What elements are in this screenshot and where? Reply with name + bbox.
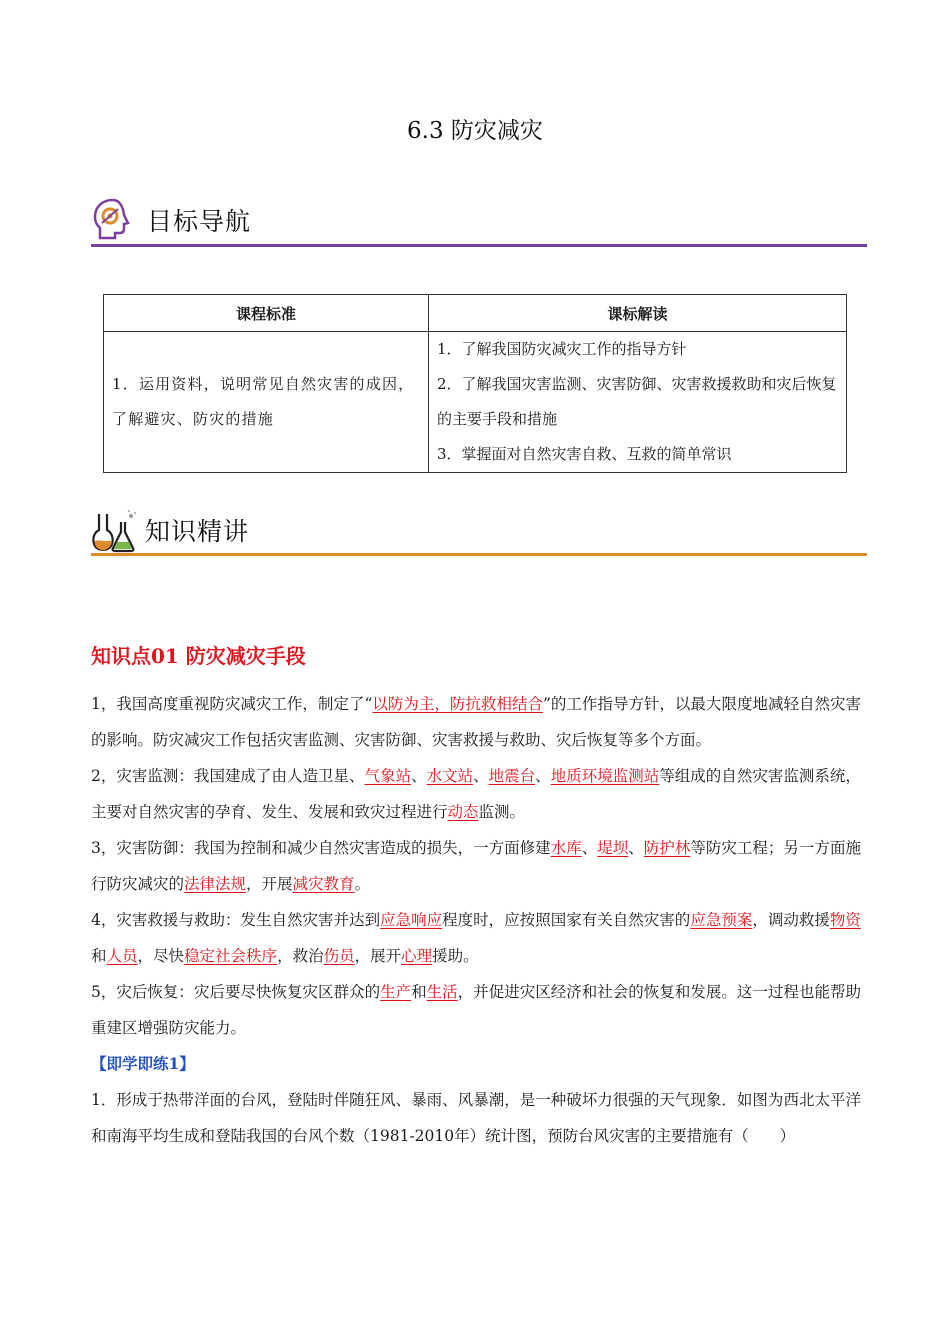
knowledge-point-title: 知识点01 防灾减灾手段 bbox=[91, 644, 306, 668]
keyword: 地震台 bbox=[488, 767, 536, 785]
text-span: ，调动救援 bbox=[752, 911, 830, 929]
text-span: 1，我国高度重视防灾减灾工作，制定了“ bbox=[91, 695, 373, 713]
text-span: 、 bbox=[473, 767, 489, 785]
keyword: 动态 bbox=[447, 803, 479, 821]
keyword: 应急预案 bbox=[690, 911, 753, 929]
text-span: ，救治 bbox=[277, 947, 324, 965]
section-title-navigation: 目标导航 bbox=[147, 207, 252, 236]
table-header-standard: 课程标准 bbox=[104, 295, 429, 332]
table-cell-interpretation bbox=[429, 332, 847, 473]
section-header-knowledge bbox=[91, 508, 867, 558]
keyword: 减灾教育 bbox=[292, 875, 355, 893]
keyword: 水文站 bbox=[426, 767, 474, 785]
keyword: 生产 bbox=[380, 983, 412, 1001]
keyword: 地质环境监测站 bbox=[550, 767, 660, 785]
section-divider bbox=[91, 244, 867, 247]
text-span: ”的工作指导方针，以最大限度地减轻自然灾害的影响。防灾减灾工作包括灾害监测、灾害防御、灾害救援与救助、灾后恢复等多个方面。 bbox=[91, 695, 861, 749]
keyword: 人员 bbox=[106, 947, 138, 965]
interpretation-item: 1．了解我国防灾减灾工作的指导方针 bbox=[437, 340, 687, 358]
keyword: 物资 bbox=[829, 911, 861, 929]
keyword: 防护林 bbox=[643, 839, 691, 857]
keyword: 水库 bbox=[550, 839, 582, 857]
text-span: 5，灾后恢复：灾后要尽快恢复灾区群众的 bbox=[91, 983, 381, 1001]
text-span: 监测。 bbox=[478, 803, 526, 821]
text-span: ，尽快 bbox=[137, 947, 185, 965]
interpretation-item: 2．了解我国灾害监测、灾害防御、灾害救援救助和灾后恢复的主要手段和措施 bbox=[437, 375, 837, 428]
text-span: 、 bbox=[628, 839, 644, 857]
text-span: 、 bbox=[411, 767, 427, 785]
text-span: 援助。 bbox=[432, 947, 479, 965]
text-span: 程度时，应按照国家有关自然灾害的 bbox=[442, 911, 691, 929]
text-span: 、 bbox=[535, 767, 551, 785]
text-span: ，并促进灾区经济和社会的恢复和发展。这一过程也能帮助重建区增强防灾能力。 bbox=[91, 983, 861, 1037]
text-span: 、 bbox=[581, 839, 598, 857]
text-span: 等组成的自然灾害监测系统，主要对自然灾害的孕育、发生、发展和致灾过程进行 bbox=[91, 767, 861, 821]
standard-text: 1．运用资料，说明常见自然灾害的成因，了解避灾、防灾的措施 bbox=[112, 375, 415, 428]
text-span: 。 bbox=[354, 875, 371, 893]
standards-table bbox=[103, 294, 847, 473]
table-header-row bbox=[104, 295, 847, 332]
text-span: 等防灾工程；另一方面施行防灾减灾的 bbox=[91, 839, 861, 893]
page-title: 6.3 防灾减灾 bbox=[407, 118, 543, 144]
text-span: 4，灾害救援与救助：发生自然灾害并达到 bbox=[91, 911, 381, 929]
table-cell-standard bbox=[104, 332, 429, 473]
paragraph-disaster-monitoring bbox=[91, 758, 861, 830]
keyword: 伤员 bbox=[323, 947, 355, 965]
table-row bbox=[104, 332, 847, 473]
keyword: 法律法规 bbox=[184, 875, 247, 893]
keyword: 心理 bbox=[401, 947, 433, 965]
lab-flask-icon bbox=[91, 508, 139, 558]
keyword: 应急响应 bbox=[380, 911, 443, 929]
keyword: 以防为主，防抗救相结合 bbox=[372, 695, 543, 713]
text-span: 2，灾害监测：我国建成了由人造卫星、 bbox=[91, 767, 365, 785]
keyword: 堤坝 bbox=[597, 839, 629, 857]
section-divider bbox=[91, 553, 867, 556]
keyword: 稳定社会秩序 bbox=[184, 947, 278, 965]
knowledge-content bbox=[91, 686, 861, 1154]
practice-tag: 【即学即练1】 bbox=[91, 1054, 195, 1073]
paragraph-disaster-defense bbox=[91, 830, 861, 902]
section-title-knowledge: 知识精讲 bbox=[145, 517, 250, 546]
paragraph-recovery bbox=[91, 974, 861, 1046]
section-header-navigation bbox=[91, 196, 867, 248]
keyword: 生活 bbox=[426, 983, 458, 1001]
text-span: 3，灾害防御：我国为控制和减少自然灾害造成的损失，一方面修建 bbox=[91, 839, 551, 857]
keyword: 气象站 bbox=[364, 767, 412, 785]
paragraph-guiding-principle bbox=[91, 686, 861, 758]
text-span: ，展开 bbox=[354, 947, 402, 965]
table-header-interpretation: 课标解读 bbox=[429, 295, 847, 332]
interpretation-item: 3．掌握面对自然灾害自救、互救的简单常识 bbox=[437, 445, 732, 463]
paragraph-rescue-relief bbox=[91, 902, 861, 974]
brain-gear-icon bbox=[91, 196, 135, 246]
text-span: ，开展 bbox=[246, 875, 293, 893]
text-span: 和 bbox=[91, 947, 107, 965]
practice-question: 1．形成于热带洋面的台风，登陆时伴随狂风、暴雨、风暴潮，是一种破坏力很强的天气现象．如图为西北太平洋和南海平均生成和登陆我国的台风个数（1981-2010年）统计图，预防台风灾害的主要措施有（ ） bbox=[91, 1091, 861, 1145]
text-span: 和 bbox=[411, 983, 427, 1001]
